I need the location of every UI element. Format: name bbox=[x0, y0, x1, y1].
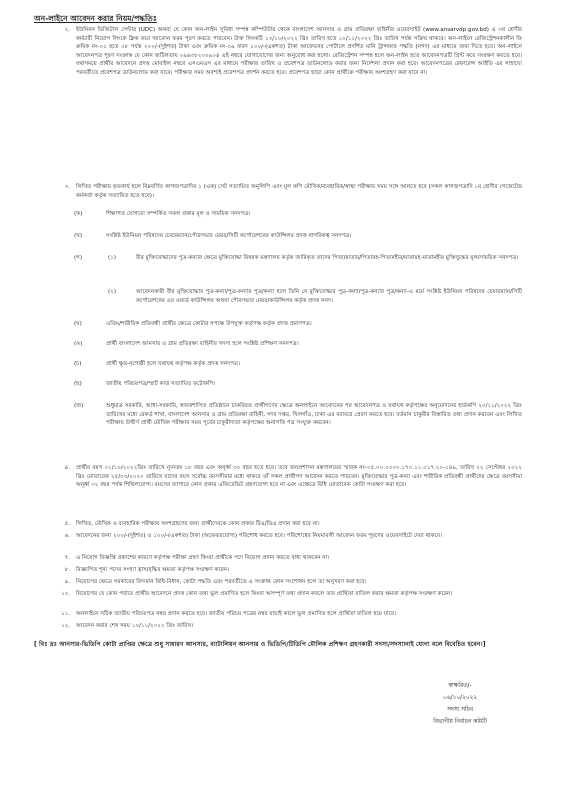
sub-item-label: (ছ) bbox=[74, 381, 82, 387]
inner-item-text: বীর মুক্তিযোদ্ধাদের পুত্র-কন্যার ক্ষেত্রে মুক্তিযোদ্ধা বিষয়ক মন্ত্রণালয় কর্তৃক জারিকৃত তাদের পিতা/মাতার/পিতামহ-পিতামহীর/মাতামহ-মাতামহীর মুক্তিযুদ্ধের মূল/সাময়িক সনদপত্র। bbox=[136, 255, 519, 261]
note-box: [ বিঃ দ্রঃ আনসার-ভিডিপি কোটা প্রাপ্তির ক্ষেত্রে শুধু সাধারণ আনসার, ব্যাটালিয়ন আনসার ও ভিডিপি/টিডিপি মৌলিক প্রশিক্ষণ গ্রহণকারী সদস্য/সদস্যানাই যোগ্য বলে বিবেচিত হবেন।] bbox=[34, 641, 486, 648]
sub-item-text: সংশ্লিষ্ট ইউনিয়ন পরিষদের চেয়ারম্যান/পৌরসভার মেয়র/সিটি কর্পোরেশনের কাউন্সিলর প্রদত্ত নাগরিকত্ব সনদপত্র। bbox=[106, 233, 352, 239]
signature-date: ০৬/১০/২০২২ bbox=[442, 695, 478, 701]
sub-item-label: (ঘ) bbox=[74, 321, 82, 327]
signature-role: সদস্য সচিব bbox=[446, 707, 474, 713]
inner-item-label: (২) bbox=[108, 289, 117, 295]
item-text: নিয়োগের ক্ষেত্রে সরকারের বিদ্যমান বিধি-বিধান, কোটা পদ্ধতি এবং পরবর্তীতে এ সংক্রান্ত কোন সংশোধন হলে তা অনুসরণ করা হবে। bbox=[76, 579, 367, 585]
item-number: ১২. bbox=[60, 623, 70, 629]
item-number: ৮. bbox=[64, 567, 70, 573]
item-number: ৪. bbox=[64, 465, 70, 471]
item-text: আবেদন করার শেষ সময় ১০/১১/২০২২ খ্রিঃ তারিখ। bbox=[76, 623, 194, 629]
item-text: লিখিত পরীক্ষায় কৃতকার্য হলে নিম্নবর্ণিত কাগজপত্রাদির ১ (এক) সেট সত্যায়িত অনুলিপি এবং মূল কপি মৌখিক/ব্যবহারিক/স্বাস্থ্য পরীক্ষার সময় সঙ্গে আনতে হবে (সকল কাগজপত্রাদি ১ম শ্রেণীর গেজেটেড কর্মকর্তা কর্তৃক সত্যায়িত হতে হবে)। bbox=[76, 184, 522, 199]
sub-item-text: এতিম/শারীরিক প্রতিবন্ধী প্রার্থীর ক্ষেত্রে কোটার সপক্ষে উপযুক্ত কর্তৃপক্ষ কর্তৃক প্রদত্ত প্রমাণপত্র। bbox=[106, 321, 312, 327]
item-text: প্রার্থীর বয়স ০১/১০/২০২২খ্রিঃ তারিখে ন্যূনতম ১৮ বছর এবং অনূর্ধ্ব ৩০ বছর হতে হবে। তবে জনপ্রশাসন মন্ত্রণালয়ের স্মারক নং-০৫.০০.০০০০.১৭০.১১.০১৭.২০-১৪৯, তারিখ ২২ সেপ্টেম্বর ২০২২ খ্রিঃ মোতাবেক ২৫/০৩/২০২০ তারিখে যাদের বয়স সর্বোচ্চ বয়সসীমার মধ্যে থাকবে তাঁ সকল প্রার্থীগণ আবেদন করতে পারবেন। মুক্তিযোদ্ধার পুত্র-কন্যা এবং শারীরিক প্রতিবন্ধী প্রার্থীদের ক্ষেত্রে বয়সসীমা অনূর্ধ্ব ৩২ বছর পর্যন্ত শিথিলযোগ্য। বয়সের ব্যাপারে কোন প্রকার এফিডেভিট গ্রহণযোগ্য হবে না এবং এক্ষেত্রে বিধি মোতাবেক কোটা সংরক্ষণ করা হবে। bbox=[76, 465, 522, 489]
section-heading: অন-লাইনে আবেদন করার নিয়ম/পদ্ধতিঃ bbox=[34, 14, 157, 23]
sub-item-label: (গ) bbox=[74, 255, 83, 261]
sub-item-text: জাতীয় পরিচয়পত্র/স্মার্ট কার্ড সত্যায়িত ফটোকপি। bbox=[106, 381, 216, 387]
item-number: ৭. bbox=[64, 555, 70, 561]
sub-item-text: প্রার্থী বাংলাদেশ আনসার ও গ্রাম প্রতিরক্ষা বাহিনীর সদস্য হলে সংশ্লিষ্ট প্রশিক্ষণ সনদপত্র। bbox=[106, 341, 299, 347]
item-number: ৩. bbox=[64, 184, 70, 190]
sub-item-text: শিক্ষাগত যোগ্যতা সম্পর্কিত সকল প্রকার মূল ও সাময়িক সনদপত্র। bbox=[106, 211, 251, 217]
sub-item-text: শুধুমাত্র সরকারি, আধা-সরকারি, স্বায়ত্তশাসিত প্রতিষ্ঠানে চাকরিরত প্রার্থীগণের ক্ষেত্রে অনলাইনে আবেদনের পর আবেদনপত্র ও যথাযথ কর্তৃপক্ষের অনুমোদনের হার্ডকপি ২০/১১/২০২২ খ্রিঃ তারিখের মধ্যে রেকর্ড শাখা, বাংলাদেশ আনসার ও গ্রাম প্রতিরক্ষা বাহিনী, সদর দপ্তর, খিলগাঁও, ঢাকা এর বরাবরে প্রেরণ করতে হবে। বর্তমান চাকুরীর বিস্তারিত তথ্য প্রদান করবেন এবং লিখিত পরীক্ষায় উত্তীর্ণ প্রার্থী মৌখিক পরীক্ষার সময় পূর্বের চাকুরীদাতা কর্তৃপক্ষের অনাপত্তি পত্র সংযুক্ত করবেন। bbox=[106, 403, 522, 427]
inner-item-label: (১) bbox=[108, 255, 116, 261]
sub-item-label: (চ) bbox=[74, 361, 82, 367]
item-number: ২. bbox=[64, 27, 70, 33]
sub-item-label: (ঙ) bbox=[74, 341, 83, 347]
item-text: বিজ্ঞাপিত শূন্য পদের সংখ্যা হ্রাস/বৃদ্ধির ক্ষমতা কর্তৃপক্ষ সংরক্ষণ করেন। bbox=[76, 567, 230, 573]
sub-item-label: (ক) bbox=[74, 211, 83, 217]
item-text: অনলাইনে সঠিক জাতীয় পরিচয়পত্র নম্বর প্রদান করতে হবে। জাতীয় পরিচয় পত্রের নম্বর যাচাই কালে ভুল প্রমাণিত হলে প্রার্থিতা বাতিল হয়ে যাবে। bbox=[76, 611, 396, 617]
item-text: আবেদনের জন্য ২০০/-(দুইশত) ও ১০০/-(একশত) টাকা (অফেরতযোগ্য) পরিশোধ করতে হবে। পরিশোধের নিয়মাবলী আবেদন ফরম পূরণের ওয়েবসাইটে দেয়া থাকবে। bbox=[76, 533, 443, 539]
item-number: ১১. bbox=[60, 611, 70, 617]
sub-item-text: প্রার্থী ক্ষুদ্র-নৃগোষ্ঠী হলে যথাযথ কর্তৃপক্ষ কর্তৃক প্রদত্ত সনদপত্র। bbox=[106, 361, 240, 367]
item-text: নিয়োগের যে কোন পর্যায়ে প্রার্থীর আবেদনে প্রদত্ত কোন তথ্য ভুল প্রমাণিত হলে কিংবা অসম্পূর্ণ তথ্য প্রদান করলে তার প্রার্থিতা বাতিল করার ক্ষমতা কর্তৃপক্ষ সংরক্ষণ করেন। bbox=[76, 591, 453, 597]
item-text: এ নিয়োগ বিজ্ঞপ্তি প্রকাশের কারণে কর্তৃপক্ষ পরীক্ষা গ্রহণ কিংবা প্রার্থীকে পদে নিয়োগ প্রদান করতে বাধ্য থাকবেন না। bbox=[76, 555, 330, 561]
item-number: ৫. bbox=[64, 521, 70, 527]
signature-signed: স্বাক্ষরিত/- bbox=[448, 683, 472, 689]
item-number: ৬. bbox=[64, 533, 70, 539]
inner-item-text: আবেদনকারী বীর মুক্তিযোদ্ধার পুত্র-কন্যা/পুত্র-কন্যার পুত্র/কন্যা হলে তিনি যে মুক্তিযোদ্ধার পুত্র-কন্যা/পুত্র-কন্যার পুত্র/কন্যা-এ মর্মে সংশ্লিষ্ট ইউনিয়ন পরিষদের চেয়ারম্যান/সিটি কর্পোরেশনের এর ওয়ার্ড কাউন্সিলর অথবা পৌরসভার মেয়র/কাউন্সিলর কর্তৃক প্রদত্ত সনদ। bbox=[136, 289, 522, 304]
sub-item-label: (জ) bbox=[74, 403, 84, 409]
item-number: ১০. bbox=[60, 591, 70, 597]
sub-item-label: (খ) bbox=[74, 233, 83, 239]
item-number: ৯. bbox=[64, 579, 70, 585]
signature-committee: বিভাগীয় নির্বাচন কমিটি bbox=[433, 719, 487, 725]
item-text: লিখিত, মৌখিক ও ব্যবহারিক পরীক্ষায় অংশগ্রহণের জন্য প্রার্থীদেরকে কোন প্রকার টিএ/ডিএ প্রদান করা হবে না। bbox=[76, 521, 320, 527]
item-text: ইউনিয়ন ডিজিটাল সেন্টার (UDC) অথবা যে কোন অন-লাইন সুবিধা সম্পন্ন কম্পিউটার থেকে বাংলাদেশ আনসার ও গ্রাম প্রতিরক্ষা বাহিনীর ওয়েবসাইট (www.ansarvdp.gov.bd) এ ৩য় শ্রেণীর কর্মচারী নিয়োগ লিংকে ক্লিক করে আবেদন ফরম পূরণ করতে পারবেন। উক্ত লিংকটি ১৩/১০/২০২২ খ্রিঃ তারিখ হতে ১০/১১/২০২২ খ্রিঃ তারিখ পর্যন্ত সক্রিয় থাকবে। অন-লাইনে রেজিস্ট্রেশনকালীন ফি ক্রমিক নং-০১ হতে ০৮ পর্যন্ত ২০০/-(দুইশত) টাকা এবং ক্রমিক নং-০৯ বাবদ ১০০/-(একশত) টাকা আবেদনের পোর্টালে প্রদর্শিত মানি ট্রান্সফার পদ্ধতি (নগদ) এর মাধ্যমে জমা দিতে হবে। অন-লাইনে আবেদনপত্র পূরণ সংক্রান্ত যে কোন জটিলতায় ০৯৬৩৮২০০৯০৪ এই নম্বরে যোগাযোগের জন্য অনুরোধ করা হলো। রেজিস্ট্রেশন সম্পন্ন হলে অন-লাইন হতে আবেদনপত্রটি প্রিন্ট করে সংরক্ষণ করতে হবে। যথাসময়ে প্রার্থীর আবেদনে প্রদত্ত মোবাইল নম্বরে এসএমএস এর মাধ্যমে পরীক্ষার তারিখ ও প্রবেশপত্র ডাউনলোড করার জন্য নির্দেশনা প্রদান করা হবে। আবেদনপত্রের রেফারেন্স আইডি এর সাহায্যে পরবর্তীতে প্রবেশপত্র ডাউনলোড করা যাবে। পরীক্ষার সময় অবশ্যই প্রবেশপত্র প্রদর্শন করতে হবে। প্রবেশপত্র ছাড়া কোন প্রার্থীকে পরীক্ষায় অংশগ্রহণ করা যাবে না। bbox=[76, 27, 522, 76]
